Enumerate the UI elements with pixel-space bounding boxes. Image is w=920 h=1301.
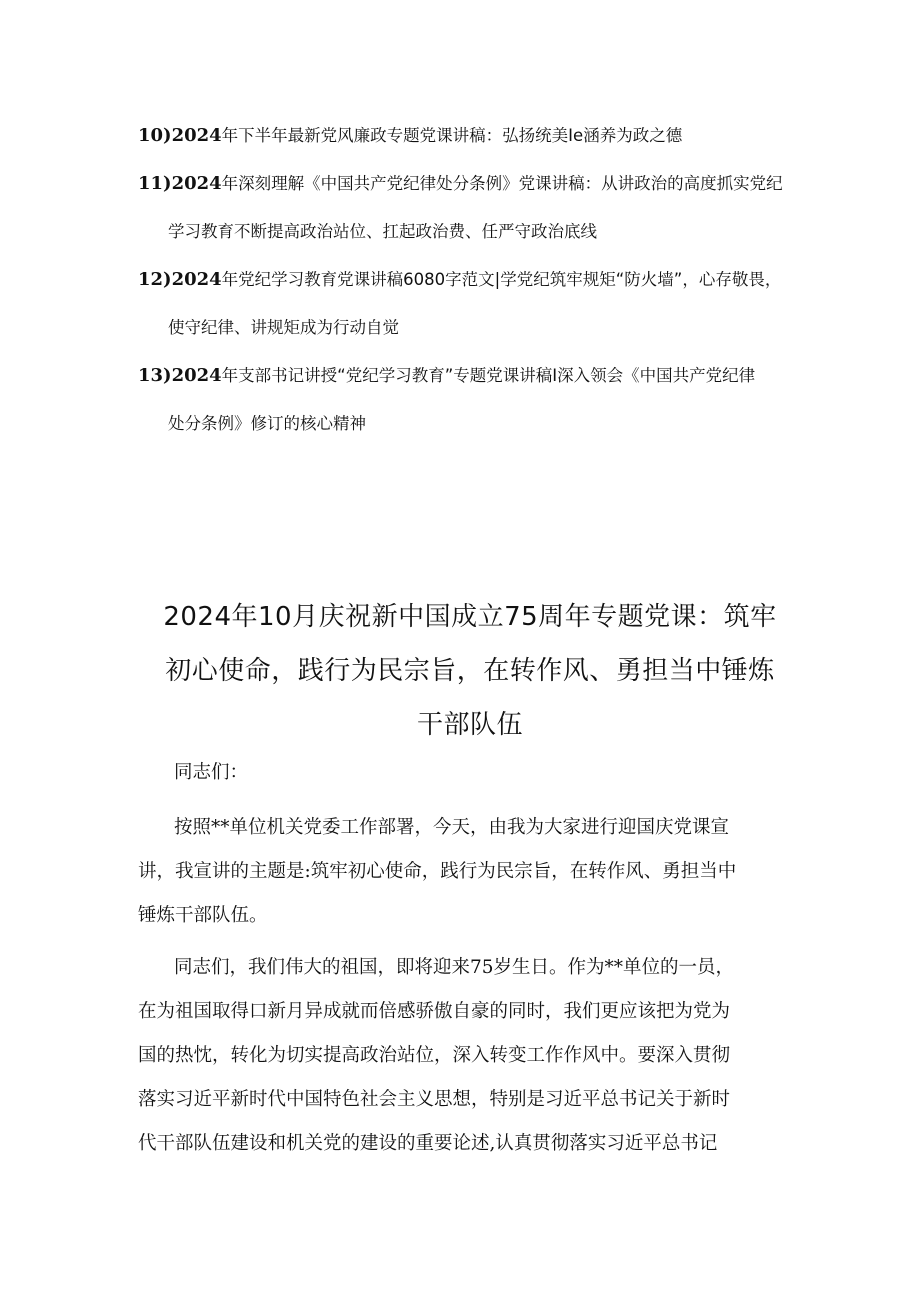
toc-item-13[interactable] <box>138 352 798 448</box>
title-line: 初心使命，践行为民宗旨，在转作风、勇担当中锤炼 <box>165 656 775 686</box>
document-body <box>138 748 798 1166</box>
toc-number: 10)2024 <box>138 125 222 146</box>
toc-line <box>138 352 798 400</box>
toc-text: 年深刻理解《中国共产党纪律处分条例》党课讲稿：从讲政治的高度抓实党纪 <box>221 174 783 193</box>
toc-text: 年下半年最新党风廉政专题党课讲稿：弘扬统美Ie涵养为政之德 <box>221 126 683 145</box>
document-title <box>140 590 800 752</box>
paragraph-line: 按照**单位机关党委工作部署，今天，由我为大家进行迎国庆党课宣 <box>174 817 730 838</box>
paragraph-line: 落实习近平新时代中国特色社会主义思想，特别是习近平总书记关于新时 <box>138 1089 731 1110</box>
toc-item-11[interactable] <box>138 160 798 256</box>
toc-number: 13)2024 <box>138 365 222 386</box>
toc-number: 11)2024 <box>138 173 222 194</box>
paragraph-gap <box>138 798 798 806</box>
paragraph <box>138 806 798 938</box>
toc-line <box>138 160 798 208</box>
toc-text: 年支部书记讲授“党纪学习教育”专题党课讲稿I深入领会《中国共产党纪律 <box>221 366 756 385</box>
toc-item-10[interactable] <box>138 112 798 160</box>
greeting: 同志们： <box>174 762 249 783</box>
title-line: 干部队伍 <box>416 710 523 740</box>
paragraph-line: 代干部队伍建设和机关党的建设的重要论述,认真贯彻落实习近平总书记 <box>138 1133 718 1154</box>
paragraph-gap <box>138 938 798 946</box>
toc-line <box>138 112 798 160</box>
toc-number: 12)2024 <box>138 269 222 290</box>
toc-text-continued: 学习教育不断提高政治站位、扛起政治费、任严守政治底线 <box>168 222 597 241</box>
toc-text-continued: 使守纪律、讲规矩成为行动自觉 <box>168 318 399 337</box>
toc-text: 年党纪学习教育党课讲稿6080字范文|学党纪筑牢规矩“防火墙”，心存敬畏， <box>221 270 782 289</box>
paragraph-line: 锤炼干部队伍。 <box>138 905 268 926</box>
toc-line <box>138 256 798 304</box>
paragraph-line: 讲，我宣讲的主题是:筑牢初心使命，践行为民宗旨，在转作风、勇担当中 <box>138 861 737 882</box>
toc-text-continued: 处分条例》修订的核心精神 <box>168 414 366 433</box>
paragraph <box>138 946 798 1166</box>
paragraph-line: 国的热忱，转化为切实提高政治站位，深入转变工作作风中。要深入贯彻 <box>138 1045 731 1066</box>
paragraph-line: 在为祖国取得口新月异成就而倍感骄傲自豪的同时，我们更应该把为党为 <box>138 1001 731 1022</box>
toc-item-12[interactable] <box>138 256 798 352</box>
title-line: 2024年10月庆祝新中国成立75周年专题党课：筑牢 <box>163 602 777 632</box>
paragraph-line: 同志们，我们伟大的祖国，即将迎来75岁生日。作为**单位的一员， <box>174 957 735 978</box>
table-of-contents <box>138 112 798 448</box>
